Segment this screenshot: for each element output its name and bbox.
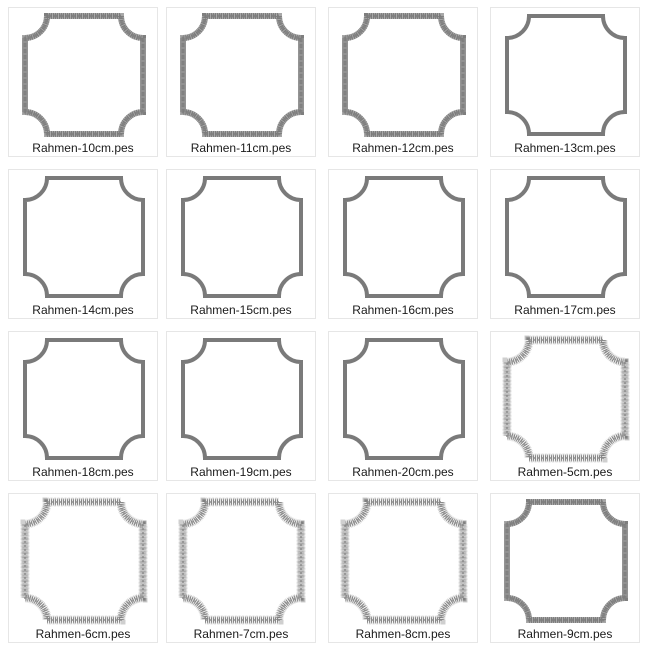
frame-shape [337, 11, 471, 139]
embroidery-frame-icon [175, 173, 309, 301]
frame-shape [337, 335, 471, 463]
file-tile[interactable] [328, 493, 478, 643]
embroidery-frame-icon [17, 173, 151, 301]
embroidery-frame-icon [499, 497, 633, 625]
frame-stroke [183, 16, 301, 134]
file-tile[interactable] [166, 7, 316, 157]
frame-stroke [507, 16, 625, 134]
frame-stroke [25, 16, 143, 134]
file-tile[interactable] [328, 169, 478, 319]
frame-shape [337, 173, 471, 301]
frame-stroke [183, 340, 301, 458]
embroidery-frame-icon [337, 335, 471, 463]
file-tile[interactable] [8, 7, 158, 157]
frame-stroke [345, 178, 463, 296]
file-name: Rahmen-12cm.pes [352, 141, 454, 155]
frame-stroke [25, 16, 143, 134]
frame-shape [499, 335, 633, 463]
embroidery-frame-icon [337, 11, 471, 139]
frame-stroke [25, 340, 143, 458]
file-name: Rahmen-20cm.pes [352, 465, 454, 479]
file-tile[interactable] [490, 493, 640, 643]
frame-shape [499, 173, 633, 301]
file-name: Rahmen-15cm.pes [190, 303, 292, 317]
frame-shape [175, 11, 309, 139]
file-name: Rahmen-11cm.pes [190, 141, 292, 155]
embroidery-frame-icon [17, 11, 151, 139]
frame-shape [175, 335, 309, 463]
frame-shape [17, 11, 151, 139]
frame-stroke [25, 16, 143, 134]
file-name: Rahmen-18cm.pes [32, 465, 134, 479]
embroidery-frame-icon [175, 11, 309, 139]
frame-stroke [507, 502, 625, 620]
file-name: Rahmen-19cm.pes [190, 465, 292, 479]
frame-shape [17, 335, 151, 463]
frame-shape [337, 497, 471, 625]
embroidery-frame-icon [175, 497, 309, 625]
frame-shape [499, 497, 633, 625]
frame-stroke [507, 178, 625, 296]
file-tile[interactable] [8, 331, 158, 481]
frame-stroke [183, 16, 301, 134]
frame-shape [17, 173, 151, 301]
embroidery-frame-icon [499, 335, 633, 463]
file-tile[interactable] [8, 493, 158, 643]
file-name: Rahmen-5cm.pes [517, 465, 613, 479]
file-tile[interactable] [490, 169, 640, 319]
frame-stroke [183, 178, 301, 296]
frame-stroke [25, 178, 143, 296]
file-name: Rahmen-16cm.pes [352, 303, 454, 317]
file-name: Rahmen-8cm.pes [355, 627, 451, 641]
frame-shape [499, 11, 633, 139]
file-tile[interactable] [490, 7, 640, 157]
frame-shape [175, 173, 309, 301]
frame-stroke [345, 16, 463, 134]
frame-stroke [507, 502, 625, 620]
file-name: Rahmen-6cm.pes [35, 627, 131, 641]
embroidery-frame-icon [337, 497, 471, 625]
embroidery-frame-icon [175, 335, 309, 463]
embroidery-frame-icon [499, 11, 633, 139]
file-name: Rahmen-7cm.pes [193, 627, 289, 641]
embroidery-frame-icon [337, 173, 471, 301]
file-name: Rahmen-13cm.pes [514, 141, 616, 155]
file-tile[interactable] [8, 169, 158, 319]
file-tile[interactable] [328, 331, 478, 481]
embroidery-frame-icon [499, 173, 633, 301]
frame-stroke [345, 16, 463, 134]
file-name: Rahmen-10cm.pes [32, 141, 134, 155]
embroidery-frame-icon [17, 497, 151, 625]
file-name: Rahmen-17cm.pes [514, 303, 616, 317]
file-name: Rahmen-9cm.pes [517, 627, 613, 641]
embroidery-frame-icon [17, 335, 151, 463]
file-tile[interactable] [166, 331, 316, 481]
frame-shape [175, 497, 309, 625]
frame-stroke [345, 16, 463, 134]
file-name: Rahmen-14cm.pes [32, 303, 134, 317]
file-tile[interactable] [328, 7, 478, 157]
frame-stroke [507, 502, 625, 620]
frame-shape [17, 497, 151, 625]
file-tile[interactable] [166, 493, 316, 643]
frame-stroke [345, 340, 463, 458]
file-tile[interactable] [166, 169, 316, 319]
file-tile[interactable] [490, 331, 640, 481]
frame-stroke [183, 16, 301, 134]
